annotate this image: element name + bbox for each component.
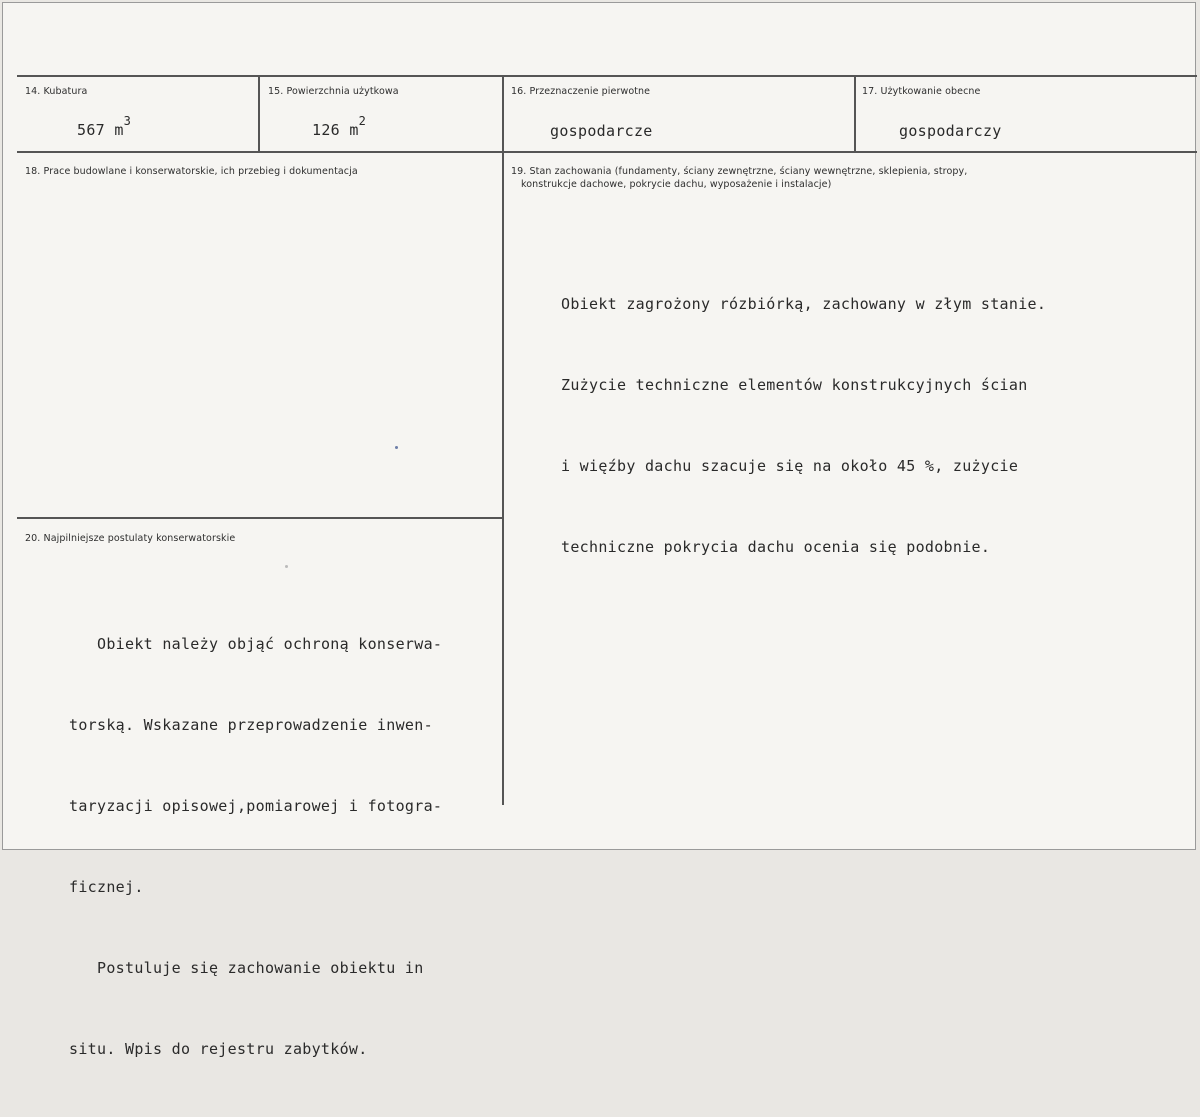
- divider-main: [502, 75, 504, 805]
- field-20-line: Obiekt należy objąć ochroną konserwa-: [97, 635, 443, 653]
- field-14-value: [77, 114, 132, 139]
- field-19-label-line1: 19. Stan zachowania (fundamenty, ściany zewnętrzne, ściany wewnętrzne, sklepienia, stropy,: [511, 166, 968, 177]
- field-15-label: 15. Powierzchnia użytkowa: [268, 86, 399, 97]
- field-20-line: torską. Wskazane przeprowadzenie inwen-: [69, 716, 433, 734]
- field-17-label: 17. Użytkowanie obecne: [862, 86, 981, 97]
- field-16-value: gospodarcze: [550, 122, 653, 140]
- field-14-label: 14. Kubatura: [25, 86, 88, 97]
- field-17-value: gospodarczy: [899, 122, 1002, 140]
- top-rule: [17, 75, 1197, 77]
- field-20-line: taryzacji opisowej,pomiarowej i fotogra-: [69, 797, 443, 815]
- field-19-line: techniczne pokrycia dachu ocenia się podobnie.: [561, 538, 991, 556]
- divider-16-17: [854, 75, 856, 153]
- row1-bottom-rule: [17, 151, 1197, 153]
- field-19-label-line2: konstrukcje dachowe, pokrycie dachu, wyposażenie i instalacje): [521, 179, 832, 190]
- field-18-label: 18. Prace budowlane i konserwatorskie, ich przebieg i dokumentacja: [25, 166, 358, 177]
- field-15-number: 126 m: [312, 121, 359, 139]
- section20-top-rule: [17, 517, 503, 519]
- field-14-exponent: 3: [123, 114, 132, 128]
- field-19-line: i więźby dachu szacuje się na około 45 %, zużycie: [561, 457, 1019, 475]
- field-20-label: 20. Najpilniejsze postulaty konserwatorskie: [25, 533, 236, 544]
- field-19-line: Zużycie techniczne elementów konstrukcyjnych ścian: [561, 376, 1028, 394]
- record-card: [2, 2, 1196, 1058]
- ink-speck: [285, 565, 288, 568]
- divider-14-15: [258, 75, 260, 153]
- field-14-number: 567 m: [77, 121, 124, 139]
- field-15-exponent: 2: [358, 114, 367, 128]
- field-19-text: [561, 237, 1046, 615]
- field-19-line: Obiekt zagrożony rózbiórką, zachowany w złym stanie.: [561, 295, 1047, 313]
- field-20-text: [69, 577, 442, 1117]
- field-20-line: situ. Wpis do rejestru zabytków.: [69, 1040, 368, 1058]
- field-20-line: ficznej.: [69, 878, 144, 896]
- field-16-label: 16. Przeznaczenie pierwotne: [511, 86, 651, 97]
- field-15-value: [312, 114, 367, 139]
- ink-speck: [395, 446, 398, 449]
- field-20-line: Postuluje się zachowanie obiektu in: [97, 959, 424, 977]
